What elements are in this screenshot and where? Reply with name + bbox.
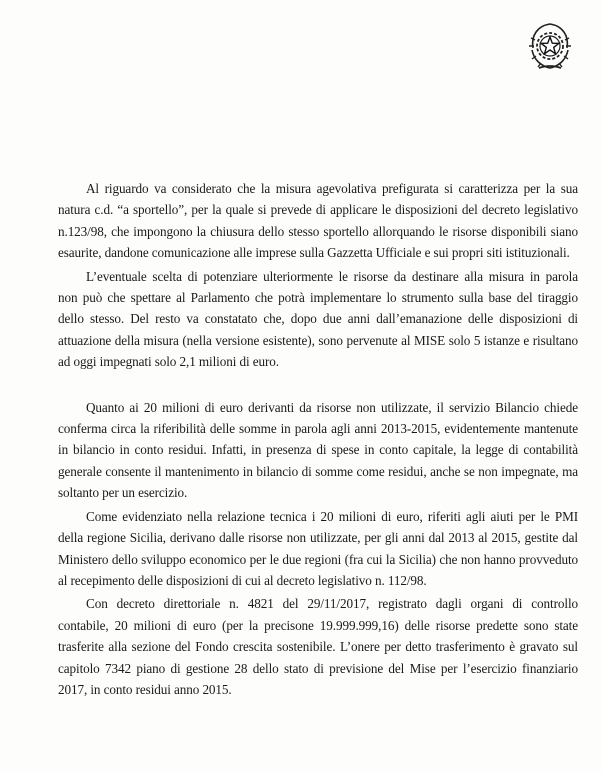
text-line: trasferite alla sezione del Fondo crescita sostenibile. L’onere per detto trasferimento è gravato sul <box>58 639 578 655</box>
text-line: al recepimento delle disposizioni di cui al decreto legislativo n. 112/98. <box>58 572 427 588</box>
text-line: non può che spettare al Parlamento che potrà implementare lo strumento sulla base del tiraggio <box>58 290 578 306</box>
text-line: Quanto ai 20 milioni di euro derivanti da risorse non utilizzate, il servizio Bilancio chiede <box>86 399 578 415</box>
text-line: generale consente il mantenimento in bilancio di somme come residui, anche se non impegnate, ma <box>58 463 578 479</box>
paragraph-2 <box>58 266 578 373</box>
text-line: conferma circa la riferibilità delle somme in parola agli anni 2013-2015, evidentemente mantenute <box>58 421 578 437</box>
text-line: in bilancio in conto residui. Infatti, in presenza di spese in conto capitale, la legge di contabilità <box>58 442 578 458</box>
text-line: della regione Sicilia, derivano dalle risorse non utilizzate, per gli anni dal 2013 al 2015, gestite dal <box>58 530 578 546</box>
text-line: ad oggi impegnati solo 2,1 milioni di euro. <box>58 354 279 370</box>
paragraph-5 <box>58 593 578 700</box>
text-line: Con decreto direttoriale n. 4821 del 29/11/2017, registrato dagli organi di controllo <box>86 596 578 612</box>
text-line: Al riguardo va considerato che la misura agevolativa prefigurata si caratterizza per la sua <box>86 181 578 196</box>
text-line: contabile, 20 milioni di euro (per la precisone 19.999.999,16) delle risorse predette sono state <box>58 617 578 633</box>
text-line: n.123/98, che impongono la chiusura dello stesso sportello allorquando le risorse disponibili siano <box>58 223 578 239</box>
text-line: natura c.d. “a sportello”, per la quale si prevede di applicare le disposizioni del decreto legislativo <box>58 202 578 218</box>
text-line: capitolo 7342 piano di gestione 28 dello stato di previsione del Mise per l’esercizio finanziario <box>58 660 578 676</box>
text-line: soltanto per un esercizio. <box>58 485 188 501</box>
paragraph-1 <box>58 178 578 264</box>
text-line: attuazione della misura (nella versione esistente), sono pervenute al MISE solo 5 istanze e risultano <box>58 332 578 348</box>
document-body <box>58 178 578 700</box>
paragraph-3 <box>58 397 578 504</box>
text-line: dello stesso. Del resto va constatato che, dopo due anni dall’emanazione delle disposizioni di <box>58 311 578 327</box>
text-line: Come evidenziato nella relazione tecnica i 20 milioni di euro, riferiti agli aiuti per le PMI <box>86 508 578 524</box>
text-line: L’eventuale scelta di potenziare ulteriormente le risorse da destinare alla misura in parola <box>86 268 578 284</box>
paragraph-4 <box>58 506 578 592</box>
italian-republic-emblem-icon <box>525 18 575 72</box>
text-line: 2017, in conto residui anno 2015. <box>58 681 232 697</box>
text-line: Ministero dello sviluppo economico per le due regioni (fra cui la Sicilia) che non hanno provveduto <box>58 551 578 567</box>
text-line: esaurite, dandone comunicazione alle imprese sulla Gazzetta Ufficiale e sui propri siti istituzionali. <box>58 245 570 261</box>
